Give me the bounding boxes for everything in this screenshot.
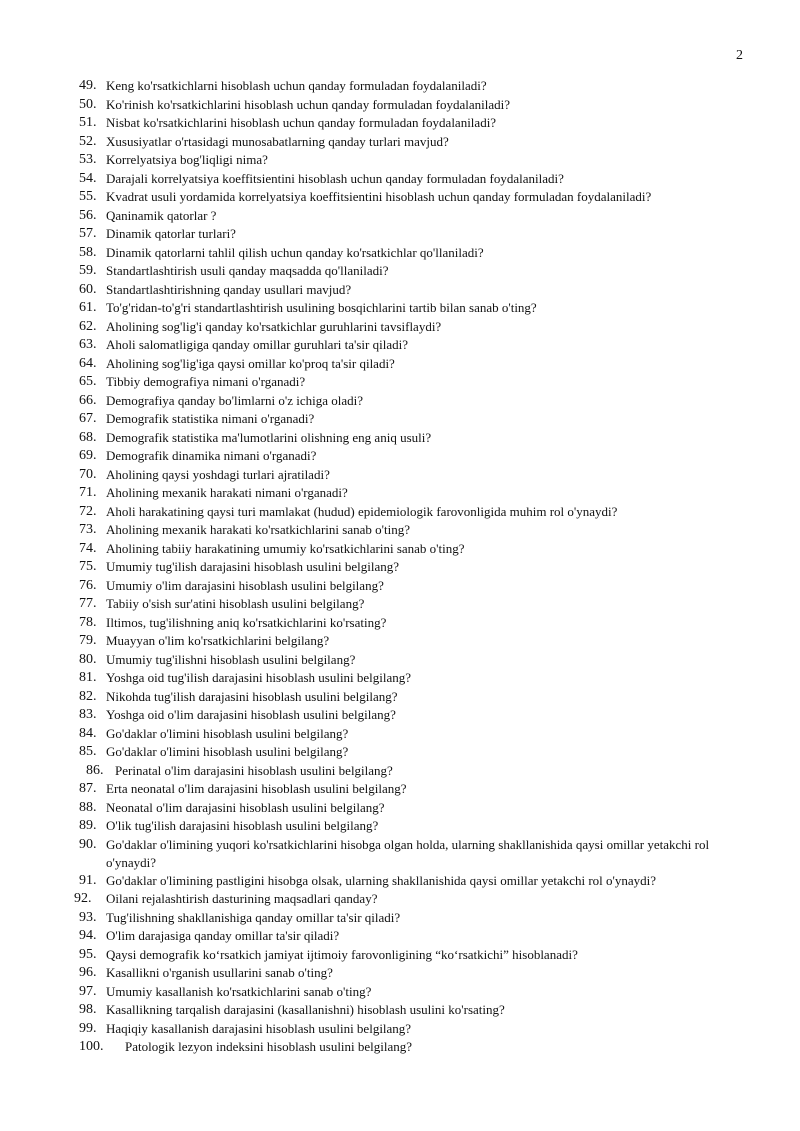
question-item (79, 872, 749, 891)
question-text: Go'daklar o'limining pastligini hisobga olsak, ularning shakllanishida qaysi omillar yetakchi rol o'ynaydi? (106, 872, 657, 888)
question-number: 84. (79, 725, 97, 741)
question-item (79, 133, 749, 152)
question-number: 91. (79, 872, 97, 888)
question-number: 94. (79, 928, 97, 943)
question-item (79, 669, 749, 688)
question-item (79, 558, 749, 577)
question-text: Aholining sog'lig'iga qaysi omillar ko'proq ta'sir qiladi? (106, 355, 395, 371)
question-text: Umumiy o'lim darajasini hisoblash usulini belgilang? (106, 577, 384, 593)
question-item (79, 743, 749, 762)
question-number: 90. (79, 836, 97, 852)
question-item (79, 429, 749, 448)
question-item (79, 817, 749, 836)
question-item (79, 170, 749, 189)
question-text: Muayyan o'lim ko'rsatkichlarini belgilang? (106, 633, 330, 648)
question-number: 71. (79, 485, 97, 500)
question-item (79, 725, 749, 744)
question-item (79, 983, 749, 1002)
question-item (79, 262, 749, 281)
question-number: 88. (79, 799, 97, 815)
question-text: Go'daklar o'limining yuqori ko'rsatkichlarini hisobga olgan holda, ularning shakllanishida qaysi omillar yetakchi rol o'ynaydi? (106, 836, 710, 870)
question-item (79, 632, 749, 651)
question-number: 79. (79, 633, 97, 648)
question-number: 97. (79, 983, 97, 999)
question-number: 54. (79, 170, 97, 186)
question-number: 69. (79, 448, 97, 463)
question-number: 67. (79, 411, 97, 426)
question-number: 65. (79, 374, 97, 389)
question-number: 74. (79, 540, 97, 556)
question-number: 86. (86, 762, 104, 778)
question-number: 75. (79, 559, 97, 574)
question-item (79, 762, 749, 781)
question-number: 82. (79, 688, 97, 704)
question-text: Demografiya qanday bo'limlarni o'z ichiga oladi? (106, 392, 364, 408)
question-text: Go'daklar o'limini hisoblash usulini belgilang? (106, 725, 349, 741)
question-item (79, 77, 749, 96)
question-number: 93. (79, 909, 97, 925)
question-text: Yoshga oid tug'ilish darajasini hisoblash usulini belgilang? (106, 670, 412, 685)
question-item (79, 964, 749, 983)
question-text: Aholining sog'lig'i qanday ko'rsatkichlar guruhlarini tavsiflaydi? (106, 318, 442, 334)
question-number: 60. (79, 281, 97, 297)
question-item (79, 336, 749, 355)
question-item (74, 890, 749, 909)
question-item (79, 521, 749, 540)
question-item (79, 946, 749, 965)
question-item (79, 706, 749, 725)
question-item (79, 688, 749, 707)
question-text: O'lik tug'ilish darajasini hisoblash usulini belgilang? (106, 818, 379, 833)
question-text: Korrelyatsiya bog'liqligi nima? (106, 152, 268, 167)
question-item (79, 392, 749, 411)
question-number: 59. (79, 263, 97, 278)
question-text: Umumiy tug'ilish darajasini hisoblash usulini belgilang? (106, 559, 400, 574)
question-number: 63. (79, 337, 97, 352)
question-item (79, 447, 749, 466)
question-item (79, 373, 749, 392)
question-text: Yoshga oid o'lim darajasini hisoblash usulini belgilang? (106, 707, 396, 722)
question-number: 87. (79, 781, 97, 796)
question-item (79, 299, 749, 318)
question-item (79, 595, 749, 614)
question-item (79, 836, 749, 872)
question-number: 50. (79, 96, 97, 112)
question-text: Aholi harakatining qaysi turi mamlakat (hudud) epidemiologik farovonligida muhim rol o'ynaydi? (106, 503, 618, 519)
question-item (79, 114, 749, 133)
question-number: 70. (79, 466, 97, 482)
question-item (79, 927, 749, 946)
question-number: 98. (79, 1002, 97, 1017)
question-number: 55. (79, 189, 97, 204)
question-text: Aholining qaysi yoshdagi turlari ajratiladi? (106, 466, 330, 482)
question-text: Aholining mexanik harakati ko'rsatkichlarini sanab o'ting? (106, 522, 410, 537)
question-number: 77. (79, 596, 97, 611)
page-number: 2 (736, 48, 743, 63)
question-text: Dinamik qatorlar turlari? (106, 226, 236, 241)
question-item (79, 281, 749, 300)
question-number: 64. (79, 355, 97, 371)
question-text: Standartlashtirishning qanday usullari mavjud? (106, 281, 352, 297)
question-text: Tibbiy demografiya nimani o'rganadi? (106, 374, 306, 389)
question-item (79, 577, 749, 596)
question-item (79, 1001, 749, 1020)
question-number: 80. (79, 651, 97, 667)
question-item (79, 151, 749, 170)
question-number: 61. (79, 300, 97, 315)
question-number: 73. (79, 522, 97, 537)
question-text: Neonatal o'lim darajasini hisoblash usulini belgilang? (106, 799, 385, 815)
question-item (79, 410, 749, 429)
question-text: Umumiy tug'ilishni hisoblash usulini belgilang? (106, 651, 356, 667)
question-text: Kasallikni o'rganish usullarini sanab o'ting? (106, 965, 333, 980)
question-number: 99. (79, 1020, 97, 1036)
question-text: Nisbat ko'rsatkichlarini hisoblash uchun qanday formuladan foydalaniladi? (106, 115, 497, 130)
question-number: 95. (79, 946, 97, 962)
question-number: 96. (79, 965, 97, 980)
question-text: To'g'ridan-to'g'ri standartlashtirish usulining bosqichlarini tartib bilan sanab o'ting? (106, 300, 537, 315)
question-number: 57. (79, 226, 97, 241)
question-item (79, 799, 749, 818)
question-text: Xususiyatlar o'rtasidagi munosabatlarning qanday turlari mavjud? (106, 133, 449, 149)
question-number: 89. (79, 818, 97, 833)
question-number: 52. (79, 133, 97, 149)
question-number: 49. (79, 78, 97, 93)
question-text: Oilani rejalashtirish dasturining maqsadlari qanday? (106, 891, 378, 906)
question-list (74, 77, 749, 1057)
question-text: Keng ko'rsatkichlarni hisoblash uchun qanday formuladan foydalaniladi? (106, 78, 487, 93)
question-text: O'lim darajasiga qanday omillar ta'sir qiladi? (106, 928, 340, 943)
question-number: 62. (79, 318, 97, 334)
question-text: Aholi salomatligiga qanday omillar guruhlari ta'sir qiladi? (106, 337, 408, 352)
question-number: 76. (79, 577, 97, 593)
question-text: Aholining mexanik harakati nimani o'rganadi? (106, 485, 348, 500)
question-text: Haqiqiy kasallanish darajasini hisoblash usulini belgilang? (106, 1020, 412, 1036)
question-text: Qaysi demografik ko‘rsatkich jamiyat ijtimoiy farovonligining “ko‘rsatkichi” hisoblanadi? (106, 946, 578, 962)
question-item (79, 909, 749, 928)
question-text: Kvadrat usuli yordamida korrelyatsiya koeffitsientini hisoblash uchun qanday formuladan foydalaniladi? (106, 189, 652, 204)
question-text: Patologik lezyon indeksini hisoblash usulini belgilang? (125, 1039, 413, 1054)
question-number: 85. (79, 744, 97, 759)
question-number: 92. (74, 891, 92, 906)
question-number: 81. (79, 670, 97, 685)
question-number: 66. (79, 392, 97, 408)
question-text: Qaninamik qatorlar ? (106, 207, 217, 223)
question-number: 58. (79, 244, 97, 260)
question-number: 56. (79, 207, 97, 223)
question-number: 100. (79, 1039, 104, 1054)
question-text: Demografik dinamika nimani o'rganadi? (106, 448, 317, 463)
question-text: Standartlashtirish usuli qanday maqsadda qo'llaniladi? (106, 263, 389, 278)
question-number: 68. (79, 429, 97, 445)
question-item (79, 207, 749, 226)
question-item (79, 318, 749, 337)
question-number: 51. (79, 115, 97, 130)
question-text: Tug'ilishning shakllanishiga qanday omillar ta'sir qiladi? (106, 909, 401, 925)
question-item (79, 780, 749, 799)
question-text: Kasallikning tarqalish darajasini (kasallanishni) hisoblash usulini ko'rsating? (106, 1002, 505, 1017)
question-text: Nikohda tug'ilish darajasini hisoblash usulini belgilang? (106, 688, 398, 704)
question-text: Tabiiy o'sish sur'atini hisoblash usulini belgilang? (106, 596, 365, 611)
question-text: Erta neonatal o'lim darajasini hisoblash usulini belgilang? (106, 781, 407, 796)
question-text: Demografik statistika ma'lumotlarini olishning eng aniq usuli? (106, 429, 432, 445)
question-text: Dinamik qatorlarni tahlil qilish uchun qanday ko'rsatkichlar qo'llaniladi? (106, 244, 484, 260)
question-text: Ko'rinish ko'rsatkichlarini hisoblash uchun qanday formuladan foydalaniladi? (106, 96, 510, 112)
question-text: Go'daklar o'limini hisoblash usulini belgilang? (106, 744, 349, 759)
question-item (79, 96, 749, 115)
question-item (79, 188, 749, 207)
question-text: Darajali korrelyatsiya koeffitsientini hisoblash uchun qanday formuladan foydalaniladi? (106, 170, 564, 186)
question-number: 83. (79, 707, 97, 722)
question-item (79, 651, 749, 670)
question-text: Iltimos, tug'ilishning aniq ko'rsatkichlarini ko'rsating? (106, 614, 387, 630)
question-text: Perinatal o'lim darajasini hisoblash usulini belgilang? (115, 762, 393, 778)
question-item (79, 1020, 749, 1039)
question-item (79, 244, 749, 263)
question-item (79, 484, 749, 503)
question-item (79, 614, 749, 633)
question-item (79, 225, 749, 244)
question-number: 72. (79, 503, 97, 519)
question-number: 53. (79, 152, 97, 167)
question-text: Aholining tabiiy harakatining umumiy ko'rsatkichlarini sanab o'ting? (106, 540, 465, 556)
question-item (79, 1038, 749, 1057)
question-text: Umumiy kasallanish ko'rsatkichlarini sanab o'ting? (106, 983, 372, 999)
question-text: Demografik statistika nimani o'rganadi? (106, 411, 315, 426)
question-number: 78. (79, 614, 97, 630)
question-item (79, 466, 749, 485)
question-item (79, 503, 749, 522)
question-item (79, 540, 749, 559)
question-item (79, 355, 749, 374)
